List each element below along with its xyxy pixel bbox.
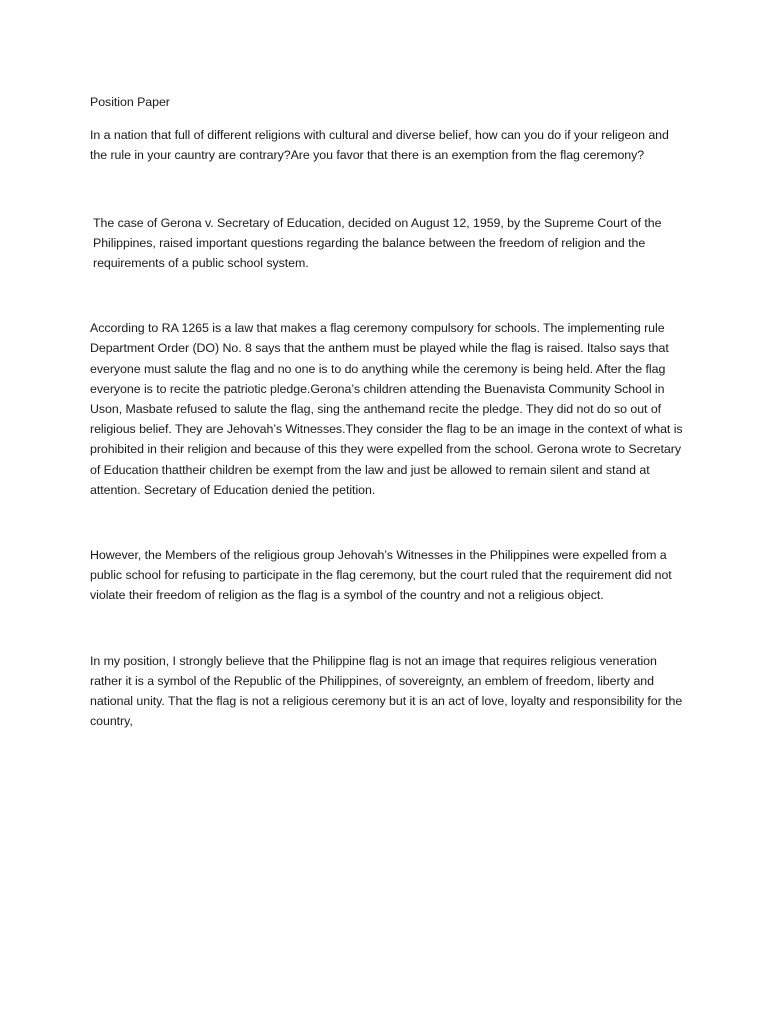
paragraph-ra-1265: According to RA 1265 is a law that makes a flag ceremony compulsory for schools. The implementing rule Department Order (DO) No. 8 says that the anthem must be played while the flag is raised. Italso says that everyone must salute the flag and no one is to do anything while the ceremony is being held. After the flag everyone is to recite the patriotic pledge.Gerona’s children attending the Buenavista Community School in Uson, Masbate refused to salute the flag, sing the anthemand recite the pledge. They did not do so out of religious belief. They are Jehovah’s Witnesses.They consider the flag to be an image in the context of what is prohibited in their religion and because of this they were expelled from the school. Gerona wrote to Secretary of Education thattheir children be exempt from the law and just be allowed to remain silent and stand at attention. Secretary of Education denied the petition. [90, 321, 683, 497]
paragraph-court-ruling: However, the Members of the religious group Jehovah’s Witnesses in the Philippines were expelled from a public school for refusing to participate in the flag ceremony, but the court ruled that the requirement did not violate their freedom of religion as the flag is a symbol of the country and not a religious object. [90, 548, 672, 603]
paragraph-case-intro: The case of Gerona v. Secretary of Education, decided on August 12, 1959, by the Supreme Court of the Philippines, raised important questions regarding the balance between the freedom of religion and the requirements of a public school system. [93, 215, 662, 271]
paragraph-position: In my position, I strongly believe that the Philippine flag is not an image that requires religious veneration rather it is a symbol of the Republic of the Philippines, of sovereignty, an emblem of freedom, liberty and national unity. That the flag is not a religious ceremony but it is an act of love, loyalty and responsibility for the country, [90, 653, 683, 729]
question-paragraph: In a nation that full of different religions with cultural and diverse belief, how can you do if your religeon and the rule in your cauntry are contrary?Are you favor that there is an exemption from the flag ceremony? [90, 128, 669, 163]
document-title: Position Paper [90, 95, 170, 109]
document-body [90, 92, 686, 731]
